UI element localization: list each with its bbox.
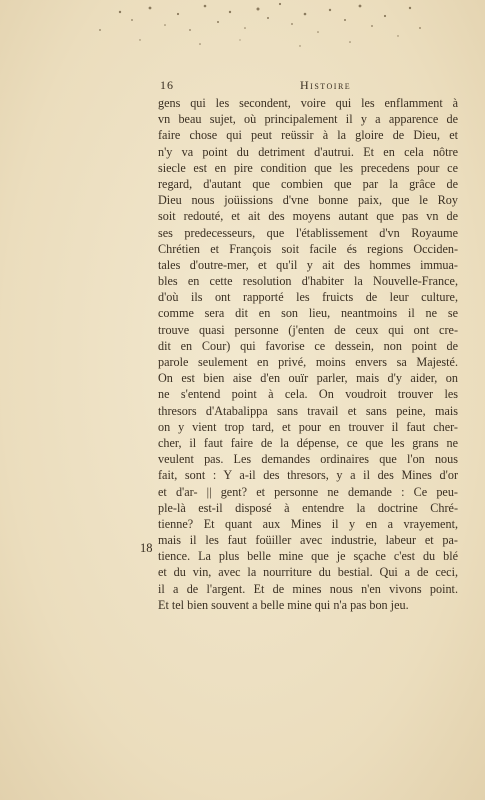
text-line: parole seulement en privé, moins envers sa Majesté. bbox=[158, 355, 458, 369]
text-line: regard, d'autant que combien que par la grâce de bbox=[158, 176, 458, 191]
text-line: tienne? Et quant aux Mines il y en a vrayement, bbox=[158, 516, 458, 531]
text-line: Chrétien et François soit facile és regions Occiden- bbox=[158, 241, 458, 256]
text-line: siecle est en pire condition que les precedens pour ce bbox=[158, 160, 458, 175]
text-line: tience. La plus belle mine que je sçache c'est du blé bbox=[158, 549, 458, 564]
foxing-speckles bbox=[0, 0, 485, 60]
text-line: trouve quasi personne (j'enten de ceux qui ont cre- bbox=[158, 322, 458, 337]
text-line: tales d'outre-mer, et qu'il y ait des hommes immua- bbox=[158, 257, 458, 272]
text-line: d'où ils ont rapporté les fruicts de leur culture, bbox=[158, 290, 458, 305]
text-line: soit redouté, et ait des moyens autant que pas vn de bbox=[158, 209, 458, 224]
text-line: gens qui les secondent, voire qui les enflamment à bbox=[158, 96, 458, 110]
text-line: On est bien aise d'en ouïr parler, mais d'y aider, on bbox=[158, 371, 458, 386]
page-header bbox=[0, 78, 485, 92]
text-line: et d'ar- || gent? et personne ne demande : Ce peu- bbox=[158, 484, 458, 499]
text-line: veulent pas. Les demandes ordinaires que l'on nous bbox=[158, 452, 458, 467]
text-line: fait, sont : Y a-il des thresors, y a il des Mines d'or bbox=[158, 468, 458, 483]
text-line: on y vient trop tard, et pour en trouver il faut cher- bbox=[158, 419, 458, 434]
text-line: dit en Cour) qui favorise ce dessein, non point de bbox=[158, 338, 458, 353]
text-line: ne s'entend point à cela. On voudroit trouver les bbox=[158, 387, 458, 402]
text-line: bles en cette resolution d'habiter la Nouvelle-France, bbox=[158, 274, 458, 289]
text-line: et du vin, avec la nourriture du bestial. Qui a de ceci, bbox=[158, 565, 458, 580]
text-line: cher, il faut faire de la dépense, ce que les grans ne bbox=[158, 435, 458, 450]
text-line: n'y va point du detriment d'autrui. Et en cela nôtre bbox=[158, 144, 458, 159]
text-line: mais il les faut foüiller avec industrie, labeur et pa- bbox=[158, 533, 458, 548]
text-line: Dieu nous joüissions d'vne bonne paix, que le Roy bbox=[158, 193, 458, 208]
text-line: faire chose qui peut reüssir à la gloire de Dieu, et bbox=[158, 128, 458, 143]
running-title: Histoire bbox=[300, 78, 352, 92]
text-line: ses predecesseurs, que l'établissement d'vn Royaume bbox=[158, 225, 458, 240]
text-line: vn beau sujet, où principalement il y a apparence de bbox=[158, 112, 458, 127]
body-text bbox=[158, 95, 458, 613]
text-line: thresors d'Atabalippa sans travail et sans peine, mais bbox=[158, 403, 458, 418]
margin-page-reference: 18 bbox=[140, 541, 153, 555]
text-line: ple-là est-il disposé à entendre la doctrine Chré- bbox=[158, 500, 458, 515]
text-line: Et tel bien souvent a belle mine qui n'a pas bon jeu. bbox=[158, 597, 409, 612]
text-line: il a de l'argent. Et de mines nous n'en vivons point. bbox=[158, 581, 458, 596]
page-number: 16 bbox=[160, 78, 174, 92]
text-line: comme sera dit en son lieu, neantmoins il ne se bbox=[158, 306, 458, 321]
